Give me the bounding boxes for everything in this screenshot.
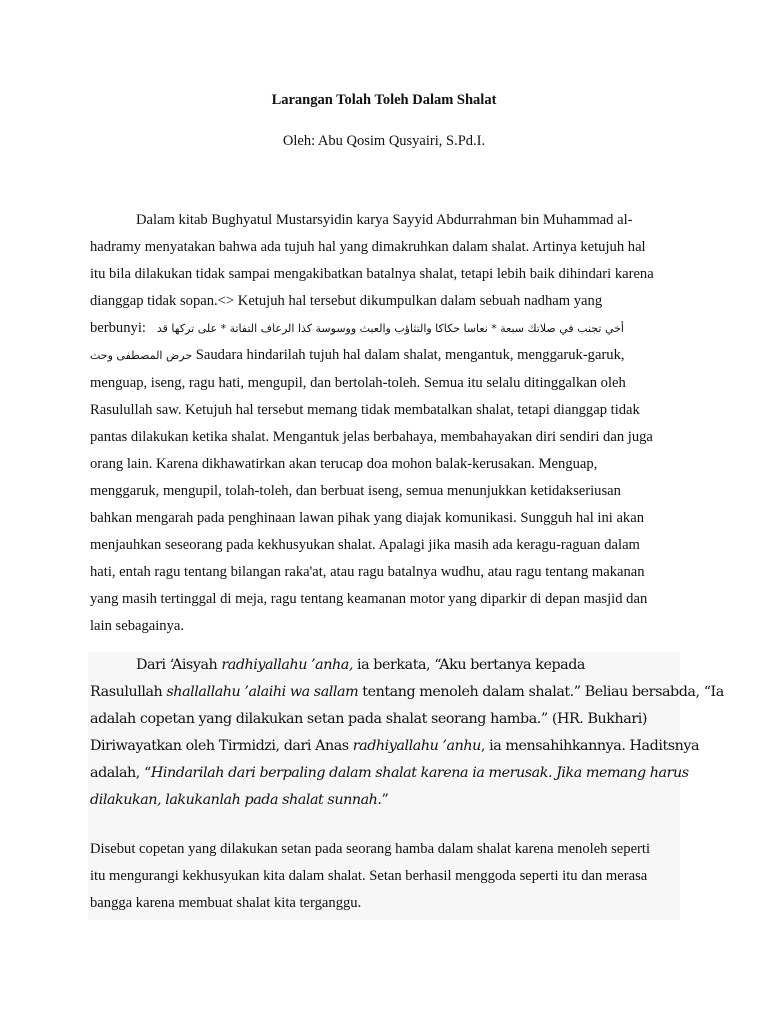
quote-line bbox=[90, 787, 678, 814]
paragraph-line: Disebut copetan yang dilakukan setan pada seorang hamba dalam shalat karena menoleh seperti bbox=[90, 841, 651, 857]
quote-text: Dari ‘Aisyah bbox=[136, 657, 222, 673]
quote-text: tentang menoleh dalam shalat.” Beliau bersabda, “Ia bbox=[358, 684, 724, 701]
quote-italic: shallallahu ’alaihi wa sallam bbox=[166, 684, 359, 701]
document-author: Oleh: Abu Qosim Qusyairi, S.Pd.I. bbox=[282, 133, 486, 149]
arabic-verse: حرض المصطفى وحث bbox=[90, 349, 193, 363]
paragraph-text: Saudara hindarilah tujuh hal dalam shalat, mengantuk, menggaruk-garuk, bbox=[192, 347, 625, 364]
paragraph-line: dianggap tidak sopan.<> Ketujuh hal tersebut dikumpulkan dalam sebuah nadham yang bbox=[90, 293, 603, 310]
paragraph-line: itu bila dilakukan tidak sampai mengakibatkan batalnya shalat, tetapi lebih baik dihindari karena bbox=[90, 266, 654, 283]
paragraph-line: menggaruk, mengupil, tolah-toleh, dan berbuat iseng, semua menunjukkan ketidakseriusan bbox=[90, 482, 621, 499]
paragraph-line: pantas dilakukan ketika shalat. Mengantuk jelas berbahaya, membahayakan diri sendiri dan juga bbox=[90, 428, 653, 445]
quote-italic: radhiyallahu ’anhu bbox=[352, 738, 481, 755]
paragraph-closing bbox=[90, 836, 678, 917]
paragraph-line: lain sebagainya. bbox=[90, 618, 185, 635]
paragraph-line-arabic bbox=[90, 342, 680, 369]
hadith-quote bbox=[90, 652, 724, 815]
paragraph-line: hadramy menyatakan bahwa ada tujuh hal yang dimakruhkan dalam shalat. Artinya ketujuh hal bbox=[90, 239, 646, 256]
quote-italic: dilakukan, lakukanlah pada shalat sunnah. bbox=[90, 792, 382, 809]
paragraph-line: orang lain. Karena dikhawatirkan akan terucap doa mohon balak-kerusakan. Menguap, bbox=[90, 455, 598, 472]
quote-text: adalah, “ bbox=[90, 765, 151, 782]
quote-text: ” bbox=[381, 792, 389, 809]
quote-italic: Hindarilah dari berpaling dalam shalat karena ia merusak. Jika memang harus bbox=[150, 765, 689, 782]
quote-line bbox=[90, 760, 689, 787]
quote-line bbox=[90, 679, 724, 706]
paragraph-text: berbunyi: bbox=[90, 320, 146, 337]
arabic-verse: أخي تجنب في صلاتك سبعة * نعاسا حكاكا والتثاؤب والعبث ووسوسة كذا الرعاف التفاتة * على تركها قد bbox=[156, 322, 624, 336]
paragraph-line: menguap, iseng, ragu hati, mengupil, dan bertolah-toleh. Semua itu selalu ditinggalkan oleh bbox=[90, 374, 626, 391]
quote-line bbox=[90, 733, 700, 760]
quote-line bbox=[90, 652, 678, 679]
quote-text: , ia mensahihkannya. Haditsnya bbox=[480, 738, 700, 755]
paragraph-line: yang masih tertinggal di meja, ragu tentang keamanan motor yang diparkir di depan masjid dan bbox=[90, 591, 648, 608]
quote-italic: radhiyallahu ’anha, bbox=[221, 657, 353, 673]
paragraph-line: bahkan mengarah pada penghinaan lawan pihak yang diajak komunikasi. Sungguh hal ini akan bbox=[90, 510, 644, 527]
quote-line: adalah copetan yang dilakukan setan pada shalat seorang hamba.” (HR. Bukhari) bbox=[90, 711, 647, 728]
paragraph-line: itu mengurangi kekhusyukan kita dalam shalat. Setan berhasil menggoda seperti itu dan merasa bbox=[90, 868, 648, 885]
quote-text: ia berkata, “Aku bertanya kepada bbox=[352, 657, 586, 673]
paragraph-line: bangga karena membuat shalat kita terganggu. bbox=[90, 895, 362, 912]
document-title: Larangan Tolah Toleh Dalam Shalat bbox=[271, 92, 497, 108]
quote-text: Diriwayatkan oleh Tirmidzi, dari Anas bbox=[90, 738, 353, 755]
paragraph-intro bbox=[90, 207, 680, 641]
paragraph-line: hati, entah ragu tentang bilangan raka'at, atau ragu batalnya wudhu, atau ragu tentang makanan bbox=[90, 564, 645, 581]
paragraph-line-arabic bbox=[90, 315, 680, 342]
paragraph-line: menjauhkan seseorang pada kekhusyukan shalat. Apalagi jika masih ada keragu-raguan dalam bbox=[90, 537, 640, 554]
hadith-quote-block bbox=[88, 652, 724, 920]
quote-text: Rasulullah bbox=[90, 684, 167, 701]
paragraph-line: Rasulullah saw. Ketujuh hal tersebut memang tidak membatalkan shalat, tetapi dianggap tidak bbox=[90, 401, 640, 418]
paragraph-line: Dalam kitab Bughyatul Mustarsyidin karya Sayyid Abdurrahman bin Muhammad al- bbox=[136, 212, 633, 228]
